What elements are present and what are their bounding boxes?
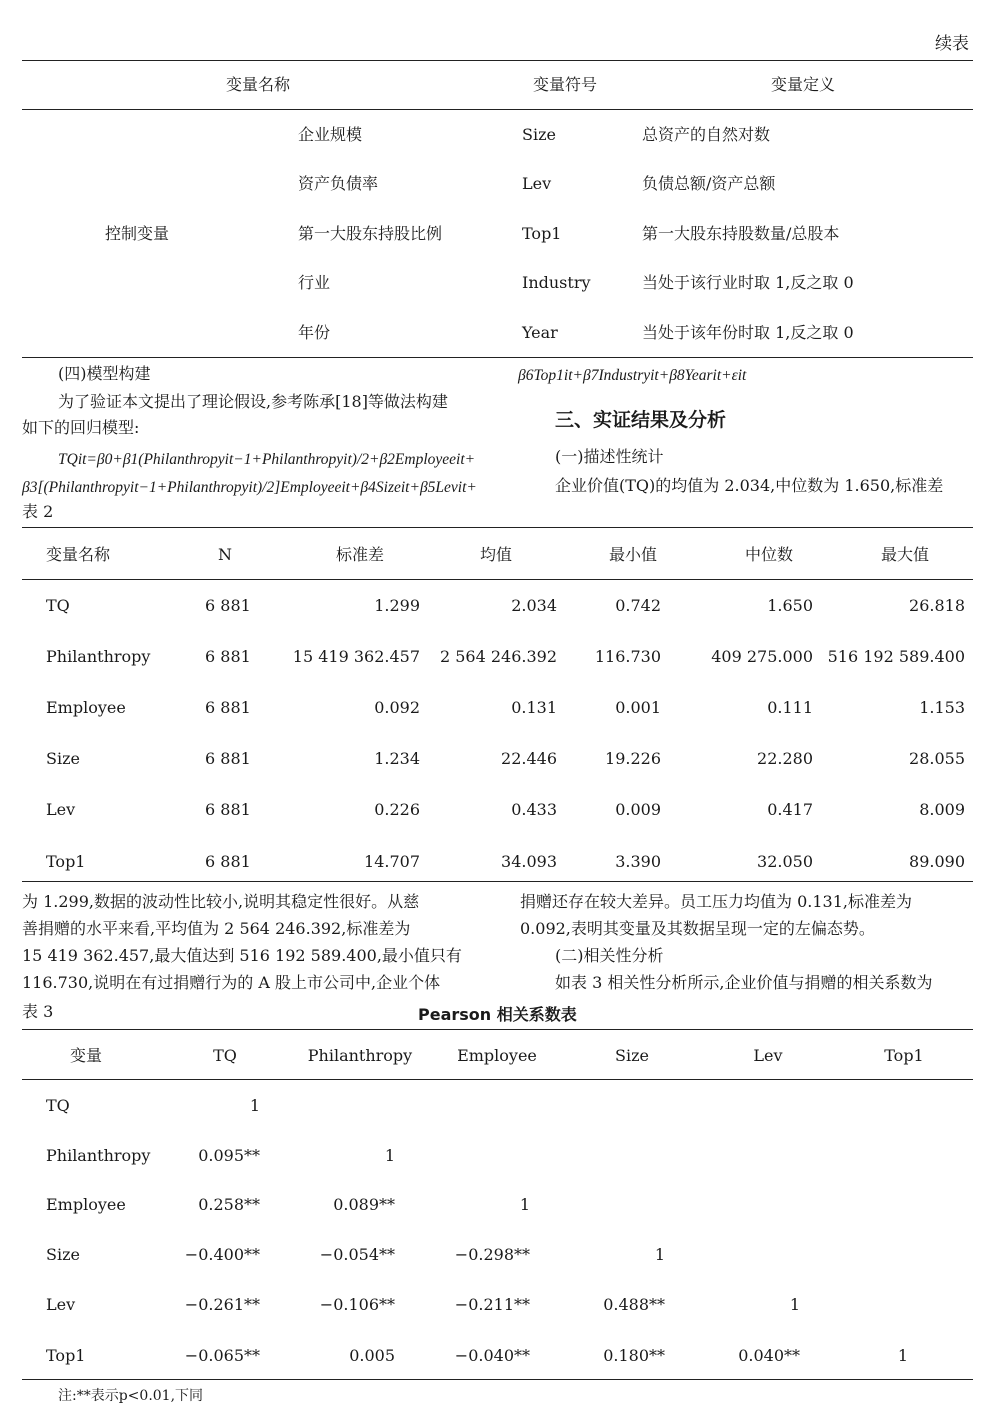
body-text-line: 0.092,表明其变量及其数据呈现一定的左偏态势。 — [520, 919, 875, 938]
table3-cell: 0.180** — [603, 1346, 665, 1365]
table3-cell: −0.211** — [454, 1295, 530, 1314]
table3-cell: Lev — [46, 1295, 76, 1314]
table3-cell: 1 — [519, 1195, 530, 1214]
table3-header: TQ — [213, 1046, 237, 1065]
table2-cell: 26.818 — [909, 596, 965, 615]
table2-label: 表 2 — [22, 502, 54, 521]
table2-header: 均值 — [479, 545, 512, 564]
table2-top-rule — [22, 527, 973, 528]
table2-cell: 89.090 — [909, 852, 965, 871]
table3-cell: −0.400** — [184, 1245, 260, 1264]
table2-cell: 22.280 — [757, 749, 813, 768]
table3-cell: 0.488** — [603, 1295, 665, 1314]
table3-top-rule — [22, 1029, 973, 1030]
table2-cell: 1.299 — [374, 596, 420, 615]
table3-cell: TQ — [46, 1096, 70, 1115]
continued-label: 续表 — [935, 34, 969, 54]
table2-cell: 1.234 — [374, 749, 420, 768]
table3-title: Pearson 相关系数表 — [418, 1005, 577, 1024]
table1-group-label: 控制变量 — [105, 224, 170, 243]
table2-cell: 1.650 — [767, 596, 813, 615]
table3-note: 注:**表示p<0.01,下同 — [58, 1388, 204, 1404]
body-text-line: 如表 3 相关性分析所示,企业价值与捐赠的相关系数为 — [555, 973, 933, 992]
table3-cell: 1 — [249, 1096, 260, 1115]
body-text-line: 善捐赠的水平来看,平均值为 2 564 246.392,标准差为 — [22, 919, 411, 938]
table2-cell: 15 419 362.457 — [292, 647, 420, 666]
table2-cell: Size — [46, 749, 80, 768]
table2-cell: 6 881 — [205, 800, 251, 819]
table2-cell: 19.226 — [605, 749, 661, 768]
table2-cell: 28.055 — [909, 749, 965, 768]
table1-top-rule — [22, 60, 973, 61]
table3-cell: Employee — [46, 1195, 126, 1214]
model-paragraph-line: 为了验证本文提出了理论假设,参考陈承[18]等做法构建 — [58, 392, 448, 411]
table2-cell: Top1 — [46, 852, 86, 871]
table3-cell: 1 — [897, 1346, 908, 1365]
table3-header: Lev — [753, 1046, 783, 1065]
table1-header-rule — [22, 109, 973, 110]
table3-cell: 1 — [384, 1146, 395, 1165]
model-paragraph-line: 如下的回归模型: — [22, 418, 140, 437]
table2-header: N — [218, 545, 232, 564]
table3-header: 变量 — [70, 1046, 103, 1065]
table2-cell: Lev — [46, 800, 76, 819]
table1-cell-name: 年份 — [298, 323, 331, 342]
table1-cell-name: 第一大股东持股比例 — [298, 224, 443, 243]
table1-cell-definition: 总资产的自然对数 — [642, 125, 771, 144]
table2-cell: 8.009 — [919, 800, 965, 819]
table2-cell: 116.730 — [594, 647, 661, 666]
table3-bottom-rule — [22, 1379, 973, 1380]
table2-cell: Philanthropy — [46, 647, 151, 666]
table2-cell: 6 881 — [205, 647, 251, 666]
table1-cell-definition: 第一大股东持股数量/总股本 — [642, 224, 840, 243]
table1-cell-symbol: Year — [522, 323, 558, 342]
table3-cell: Top1 — [46, 1346, 86, 1365]
table2-cell: 2.034 — [511, 596, 557, 615]
table1-cell-name: 行业 — [298, 273, 331, 292]
table1-bottom-rule — [22, 357, 973, 358]
regression-formula-line: β3[(Philanthropyit−1+Philanthropyit)/2]Employeeit+β4Sizeit+β5Levit+ — [22, 479, 477, 496]
table2-cell: 409 275.000 — [711, 647, 813, 666]
table2-cell: TQ — [46, 596, 70, 615]
table3-cell: −0.106** — [319, 1295, 395, 1314]
body-text-line: 捐赠还存在较大差异。员工压力均值为 0.131,标准差为 — [520, 892, 912, 911]
table3-label: 表 3 — [22, 1002, 54, 1021]
table2-bottom-rule — [22, 881, 973, 882]
table2-cell: 3.390 — [615, 852, 661, 871]
table3-cell: −0.298** — [454, 1245, 530, 1264]
table2-header: 标准差 — [335, 545, 384, 564]
table2-cell: 6 881 — [205, 852, 251, 871]
table2-header: 最小值 — [608, 545, 657, 564]
table3-cell: −0.040** — [454, 1346, 530, 1365]
regression-formula-line: TQit=β0+β1(Philanthropyit−1+Philanthropyit)/2+β2Employeeit+ — [58, 451, 476, 468]
table3-header: Philanthropy — [307, 1046, 413, 1065]
table2-cell: 516 192 589.400 — [827, 647, 965, 666]
model-section-heading: (四)模型构建 — [58, 364, 151, 383]
descriptive-stats-line: 企业价值(TQ)的均值为 2.034,中位数为 1.650,标准差 — [555, 476, 944, 495]
table2-cell: 14.707 — [364, 852, 420, 871]
table2-cell: 0.417 — [767, 800, 813, 819]
table3-cell: Size — [46, 1245, 80, 1264]
table3-cell: 1 — [789, 1295, 800, 1314]
table3-header: Top1 — [884, 1046, 924, 1065]
body-text-line: 15 419 362.457,最大值达到 516 192 589.400,最小值只有 — [22, 946, 462, 965]
table2-cell: 2 564 246.392 — [439, 647, 557, 666]
table3-header: Employee — [457, 1046, 537, 1065]
table1-cell-name: 资产负债率 — [298, 174, 379, 193]
table3-cell: 0.258** — [198, 1195, 260, 1214]
table2-header-rule — [22, 579, 973, 580]
table1-cell-name: 企业规模 — [298, 125, 363, 144]
table1-cell-symbol: Top1 — [522, 224, 562, 243]
table2-cell: 0.433 — [511, 800, 557, 819]
table2-cell: 22.446 — [501, 749, 557, 768]
body-text-line: 116.730,说明在有过捐赠行为的 A 股上市公司中,企业个体 — [22, 973, 441, 992]
section3-heading: 三、实证结果及分析 — [555, 409, 727, 431]
table3-cell: 0.089** — [333, 1195, 395, 1214]
descriptive-stats-subheading: (一)描述性统计 — [555, 447, 664, 466]
table3-cell: Philanthropy — [46, 1146, 151, 1165]
table3-cell: 0.040** — [738, 1346, 800, 1365]
table3-cell: 0.005 — [349, 1346, 395, 1365]
table1-cell-definition: 负债总额/资产总额 — [642, 174, 776, 193]
table2-cell: Employee — [46, 698, 126, 717]
table3-cell: 0.095** — [198, 1146, 260, 1165]
table3-cell: 1 — [654, 1245, 665, 1264]
table2-cell: 6 881 — [205, 596, 251, 615]
table2-header: 最大值 — [880, 545, 929, 564]
table1-cell-definition: 当处于该年份时取 1,反之取 0 — [642, 323, 854, 342]
table1-header-definition: 变量定义 — [770, 75, 835, 94]
table2-cell: 0.009 — [615, 800, 661, 819]
table2-header: 变量名称 — [46, 545, 111, 564]
table2-cell: 0.131 — [511, 698, 557, 717]
table3-cell: −0.065** — [184, 1346, 260, 1365]
table1-cell-definition: 当处于该行业时取 1,反之取 0 — [642, 273, 854, 292]
table2-cell: 34.093 — [501, 852, 557, 871]
correlation-subheading: (二)相关性分析 — [555, 946, 664, 965]
body-text-line: 为 1.299,数据的波动性比较小,说明其稳定性很好。从慈 — [22, 892, 420, 911]
table2-cell: 6 881 — [205, 749, 251, 768]
table1-header-name: 变量名称 — [225, 75, 290, 94]
table2-header: 中位数 — [744, 545, 793, 564]
table1-cell-symbol: Industry — [522, 273, 591, 292]
table2-cell: 1.153 — [919, 698, 965, 717]
table1-cell-symbol: Lev — [522, 174, 552, 193]
table2-cell: 0.742 — [615, 596, 661, 615]
regression-formula-line: β6Top1it+β7Industryit+β8Yearit+εit — [518, 367, 747, 384]
table3-cell: −0.261** — [184, 1295, 260, 1314]
table1-cell-symbol: Size — [522, 125, 556, 144]
table3-header: Size — [615, 1046, 649, 1065]
table3-header-rule — [22, 1079, 973, 1080]
table1-header-symbol: 变量符号 — [532, 75, 597, 94]
table2-cell: 32.050 — [757, 852, 813, 871]
table2-cell: 0.226 — [374, 800, 420, 819]
table2-cell: 6 881 — [205, 698, 251, 717]
table2-cell: 0.001 — [615, 698, 661, 717]
table2-cell: 0.111 — [767, 698, 813, 717]
table3-cell: −0.054** — [319, 1245, 395, 1264]
table2-cell: 0.092 — [374, 698, 420, 717]
